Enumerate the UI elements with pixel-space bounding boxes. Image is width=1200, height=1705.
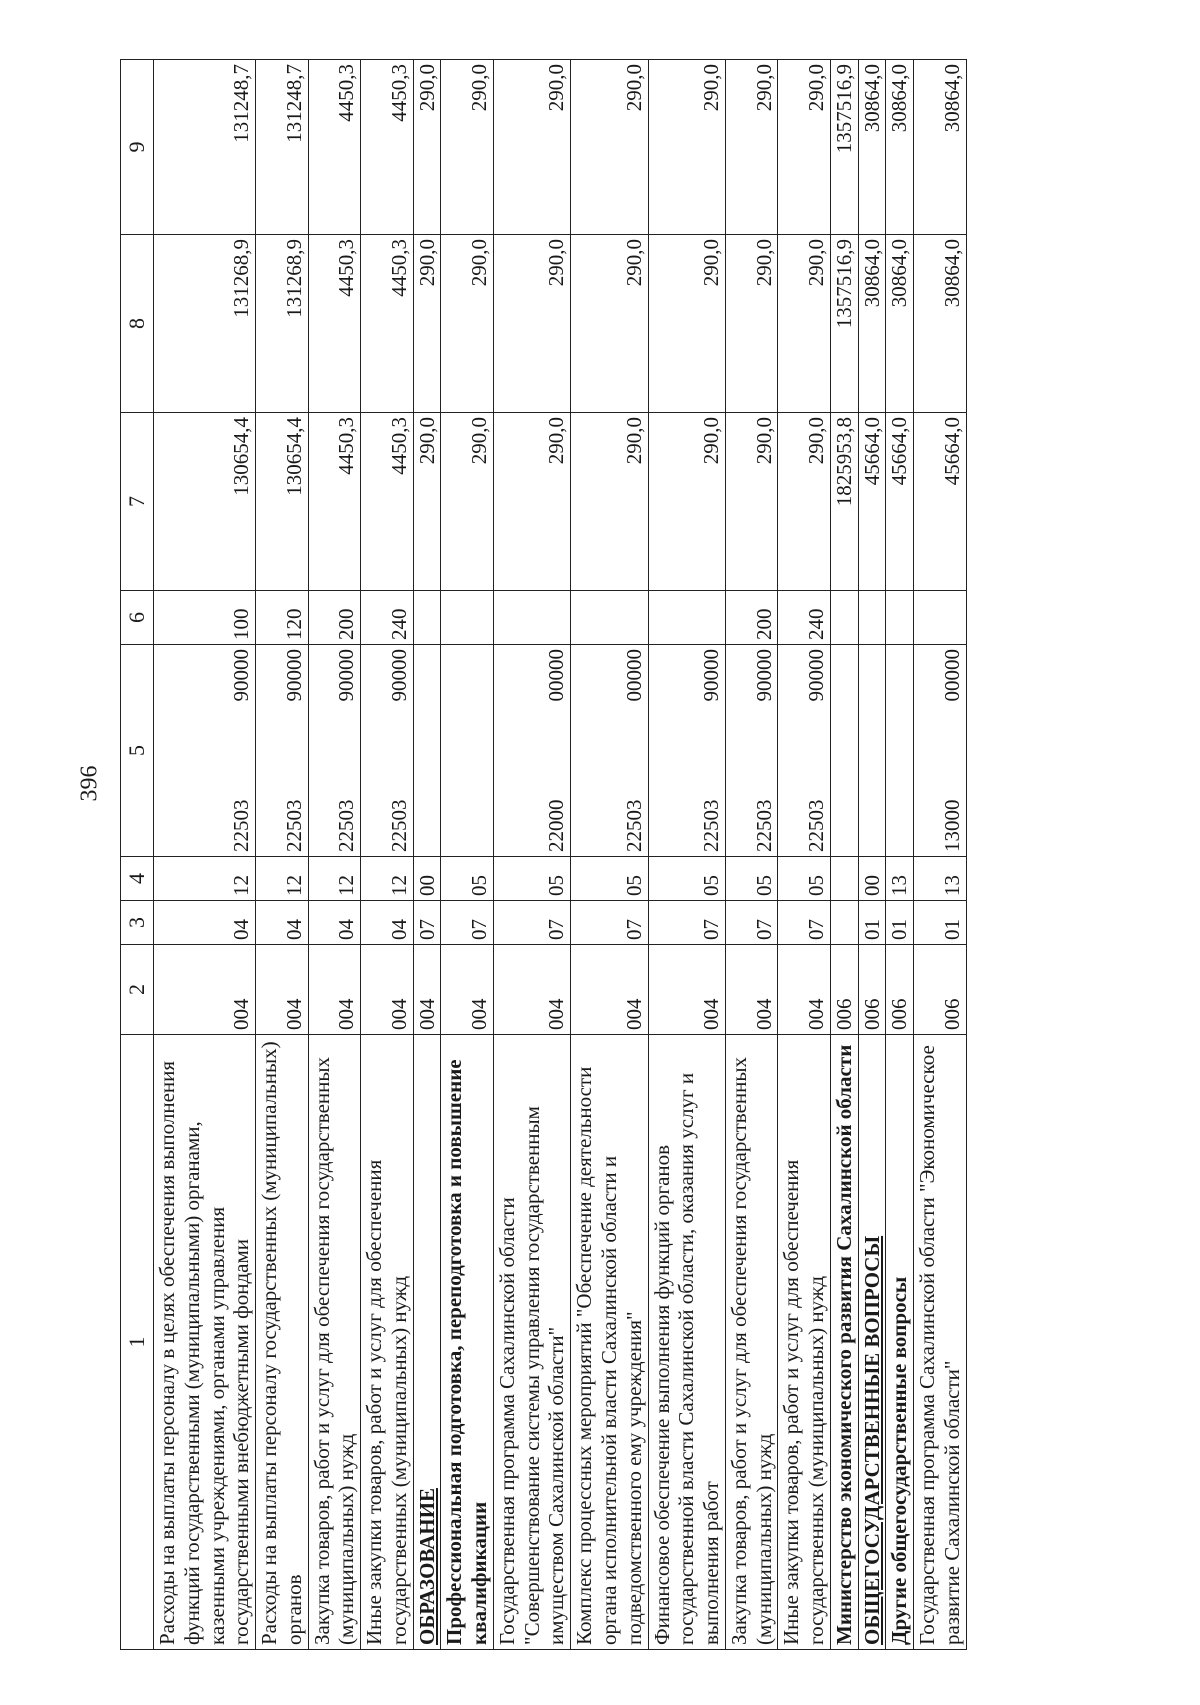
subsection-code-cell: 05 [725, 857, 778, 901]
program-code: 13000 [939, 799, 964, 852]
amount-col7-cell: 290,0 [413, 413, 441, 591]
table-row [571, 60, 648, 1650]
direction-code: 90000 [229, 649, 254, 702]
amount-col9-cell: 30864,0 [858, 60, 886, 235]
subsection-code-cell: 00 [413, 857, 441, 901]
subsection-code-cell [830, 857, 858, 901]
table-row [914, 60, 967, 1650]
amount-col9-cell: 290,0 [725, 60, 778, 235]
row-name-cell: Закупка товаров, работ и услуг для обеспечения государственных (муниципальных) нужд [725, 1035, 778, 1650]
table-row [886, 60, 914, 1650]
subsection-code-cell: 05 [648, 857, 725, 901]
expense-type-cell: 120 [256, 591, 309, 645]
amount-col8-cell: 30864,0 [914, 235, 967, 413]
section-code-cell: 07 [778, 901, 831, 945]
subsection-code-cell: 13 [886, 857, 914, 901]
target-article-cell [886, 645, 914, 857]
subsection-code-cell: 12 [361, 857, 414, 901]
section-code-cell [830, 901, 858, 945]
target-article-cell [154, 645, 256, 857]
target-article-cell [858, 645, 886, 857]
expense-type-cell: 240 [778, 591, 831, 645]
program-code: 22503 [804, 799, 829, 852]
amount-col8-cell: 290,0 [648, 235, 725, 413]
direction-code: 90000 [334, 649, 359, 702]
table-row [441, 60, 494, 1650]
section-code-cell: 01 [858, 901, 886, 945]
amount-col7-cell: 130654,4 [154, 413, 256, 591]
table-row [493, 60, 570, 1650]
subsection-code-cell: 05 [571, 857, 648, 901]
expense-type-cell [886, 591, 914, 645]
amount-col8-cell: 4450,3 [361, 235, 414, 413]
amount-col7-cell: 290,0 [778, 413, 831, 591]
amount-col7-cell: 130654,4 [256, 413, 309, 591]
subsection-code-cell: 12 [154, 857, 256, 901]
direction-code: 90000 [386, 649, 411, 702]
row-name-cell: Иные закупки товаров, работ и услуг для обеспечения государственных (муниципальных) нужд [778, 1035, 831, 1650]
ministry-code-cell: 004 [571, 945, 648, 1035]
column-header-row [121, 60, 154, 1650]
amount-col8-cell: 4450,3 [308, 235, 361, 413]
column-header: 2 [121, 945, 154, 1035]
amount-col9-cell: 4450,3 [361, 60, 414, 235]
target-article-cell [648, 645, 725, 857]
amount-col7-cell: 290,0 [725, 413, 778, 591]
table-row [256, 60, 309, 1650]
row-name-cell: Комплекс процессных мероприятий "Обеспечение деятельности органа исполнительной власти Сахалинской области и подведомственного ему учреждения" [571, 1035, 648, 1650]
column-header: 6 [121, 591, 154, 645]
amount-col7-cell: 4450,3 [361, 413, 414, 591]
ministry-code-cell: 006 [886, 945, 914, 1035]
amount-col8-cell: 290,0 [413, 235, 441, 413]
ministry-code-cell: 004 [361, 945, 414, 1035]
table-row [361, 60, 414, 1650]
target-article-cell [725, 645, 778, 857]
amount-col9-cell: 30864,0 [914, 60, 967, 235]
section-code-cell: 07 [441, 901, 494, 945]
amount-col7-cell: 4450,3 [308, 413, 361, 591]
subsection-code-cell: 12 [308, 857, 361, 901]
amount-col9-cell: 290,0 [571, 60, 648, 235]
expense-type-cell [571, 591, 648, 645]
amount-col8-cell: 290,0 [571, 235, 648, 413]
expense-type-cell [858, 591, 886, 645]
amount-col7-cell: 290,0 [648, 413, 725, 591]
table-row [154, 60, 256, 1650]
section-code-cell: 04 [256, 901, 309, 945]
amount-col9-cell: 290,0 [778, 60, 831, 235]
ministry-code-cell: 004 [778, 945, 831, 1035]
direction-code: 90000 [804, 649, 829, 702]
subsection-code-cell: 13 [914, 857, 967, 901]
amount-col7-cell: 1825953,8 [830, 413, 858, 591]
subsection-code-cell: 05 [778, 857, 831, 901]
amount-col7-cell: 45664,0 [914, 413, 967, 591]
row-name-cell: ОБРАЗОВАНИЕ [413, 1035, 441, 1650]
column-header: 4 [121, 857, 154, 901]
table-row [413, 60, 441, 1650]
subsection-code-cell: 05 [441, 857, 494, 901]
ministry-code-cell: 004 [493, 945, 570, 1035]
target-article-cell [914, 645, 967, 857]
section-code-cell: 07 [571, 901, 648, 945]
section-code-cell: 04 [361, 901, 414, 945]
program-code: 22503 [699, 799, 724, 852]
ministry-code-cell: 006 [858, 945, 886, 1035]
row-name-cell: Иные закупки товаров, работ и услуг для обеспечения государственных (муниципальных) нужд [361, 1035, 414, 1650]
section-code-cell: 07 [648, 901, 725, 945]
target-article-cell [256, 645, 309, 857]
row-name-cell: ОБЩЕГОСУДАРСТВЕННЫЕ ВОПРОСЫ [858, 1035, 886, 1650]
column-header: 1 [121, 1035, 154, 1650]
row-name-cell: Государственная программа Сахалинской области "Экономическое развитие Сахалинской области" [914, 1035, 967, 1650]
column-header: 3 [121, 901, 154, 945]
target-article-cell [830, 645, 858, 857]
row-name-cell: Финансовое обеспечение выполнения функций органов государственной власти Сахалинской области, оказания услуг и выполнения работ [648, 1035, 725, 1650]
expense-type-cell: 200 [725, 591, 778, 645]
amount-col9-cell: 290,0 [493, 60, 570, 235]
ministry-code-cell: 004 [256, 945, 309, 1035]
target-article-cell [778, 645, 831, 857]
ministry-code-cell: 004 [308, 945, 361, 1035]
expense-type-cell [413, 591, 441, 645]
target-article-cell [571, 645, 648, 857]
section-code-cell: 07 [413, 901, 441, 945]
table-row [830, 60, 858, 1650]
expense-type-cell [493, 591, 570, 645]
direction-code: 90000 [751, 649, 776, 702]
amount-col7-cell: 45664,0 [886, 413, 914, 591]
ministry-code-cell: 004 [648, 945, 725, 1035]
amount-col7-cell: 290,0 [571, 413, 648, 591]
target-article-cell [308, 645, 361, 857]
row-name-cell: Министерство экономического развития Сахалинской области [830, 1035, 858, 1650]
column-header: 7 [121, 413, 154, 591]
table-row [778, 60, 831, 1650]
row-name-cell: Другие общегосударственные вопросы [886, 1035, 914, 1650]
table-row [648, 60, 725, 1650]
direction-code: 90000 [281, 649, 306, 702]
direction-code: 00000 [939, 649, 964, 702]
section-code-cell: 01 [886, 901, 914, 945]
section-code-cell: 01 [914, 901, 967, 945]
page-number: 396 [76, 765, 103, 802]
amount-col8-cell: 1357516,9 [830, 235, 858, 413]
target-article-cell [441, 645, 494, 857]
direction-code: 00000 [544, 649, 569, 702]
program-code: 22503 [751, 799, 776, 852]
program-code: 22503 [334, 799, 359, 852]
amount-col9-cell: 131248,7 [256, 60, 309, 235]
amount-col9-cell: 30864,0 [886, 60, 914, 235]
table-row [308, 60, 361, 1650]
program-code: 22503 [621, 799, 646, 852]
expense-type-cell [441, 591, 494, 645]
row-name-cell: Закупка товаров, работ и услуг для обеспечения государственных (муниципальных) нужд [308, 1035, 361, 1650]
expense-type-cell: 200 [308, 591, 361, 645]
ministry-code-cell: 004 [154, 945, 256, 1035]
row-name-cell: Расходы на выплаты персоналу государственных (муниципальных) органов [256, 1035, 309, 1650]
table-row [858, 60, 886, 1650]
ministry-code-cell: 004 [413, 945, 441, 1035]
expense-type-cell [914, 591, 967, 645]
amount-col8-cell: 30864,0 [858, 235, 886, 413]
amount-col8-cell: 131268,9 [256, 235, 309, 413]
program-code: 22503 [281, 799, 306, 852]
program-code: 22000 [544, 799, 569, 852]
target-article-cell [361, 645, 414, 857]
amount-col8-cell: 30864,0 [886, 235, 914, 413]
program-code: 22503 [229, 799, 254, 852]
amount-col9-cell: 290,0 [648, 60, 725, 235]
target-article-cell [493, 645, 570, 857]
row-name-cell: Расходы на выплаты персоналу в целях обеспечения выполнения функций государственными (муниципальными) органами, казенными учреждениями, органами управления государственными внебюджетными фондами [154, 1035, 256, 1650]
amount-col9-cell: 4450,3 [308, 60, 361, 235]
column-header: 5 [121, 645, 154, 857]
row-name-cell: Профессиональная подготовка, переподготовка и повышение квалификации [441, 1035, 494, 1650]
budget-table [120, 59, 967, 1650]
column-header: 8 [121, 235, 154, 413]
amount-col8-cell: 290,0 [778, 235, 831, 413]
amount-col9-cell: 1357516,9 [830, 60, 858, 235]
subsection-code-cell: 12 [256, 857, 309, 901]
target-article-cell [413, 645, 441, 857]
program-code: 22503 [386, 799, 411, 852]
row-name-cell: Государственная программа Сахалинской области "Совершенствование системы управления государственным имуществом Сахалинской области" [493, 1035, 570, 1650]
amount-col8-cell: 290,0 [493, 235, 570, 413]
subsection-code-cell: 00 [858, 857, 886, 901]
ministry-code-cell: 004 [725, 945, 778, 1035]
expense-type-cell: 240 [361, 591, 414, 645]
subsection-code-cell: 05 [493, 857, 570, 901]
amount-col7-cell: 45664,0 [858, 413, 886, 591]
amount-col7-cell: 290,0 [493, 413, 570, 591]
section-code-cell: 04 [154, 901, 256, 945]
amount-col9-cell: 290,0 [413, 60, 441, 235]
amount-col7-cell: 290,0 [441, 413, 494, 591]
ministry-code-cell: 006 [914, 945, 967, 1035]
amount-col8-cell: 131268,9 [154, 235, 256, 413]
ministry-code-cell: 004 [441, 945, 494, 1035]
expense-type-cell: 100 [154, 591, 256, 645]
amount-col8-cell: 290,0 [441, 235, 494, 413]
direction-code: 00000 [621, 649, 646, 702]
expense-type-cell [648, 591, 725, 645]
expense-type-cell [830, 591, 858, 645]
amount-col9-cell: 131248,7 [154, 60, 256, 235]
amount-col8-cell: 290,0 [725, 235, 778, 413]
column-header: 9 [121, 60, 154, 235]
table-row [725, 60, 778, 1650]
section-code-cell: 07 [725, 901, 778, 945]
section-code-cell: 04 [308, 901, 361, 945]
direction-code: 90000 [699, 649, 724, 702]
amount-col9-cell: 290,0 [441, 60, 494, 235]
section-code-cell: 07 [493, 901, 570, 945]
rotated-page [120, 60, 1080, 1650]
ministry-code-cell: 006 [830, 945, 858, 1035]
